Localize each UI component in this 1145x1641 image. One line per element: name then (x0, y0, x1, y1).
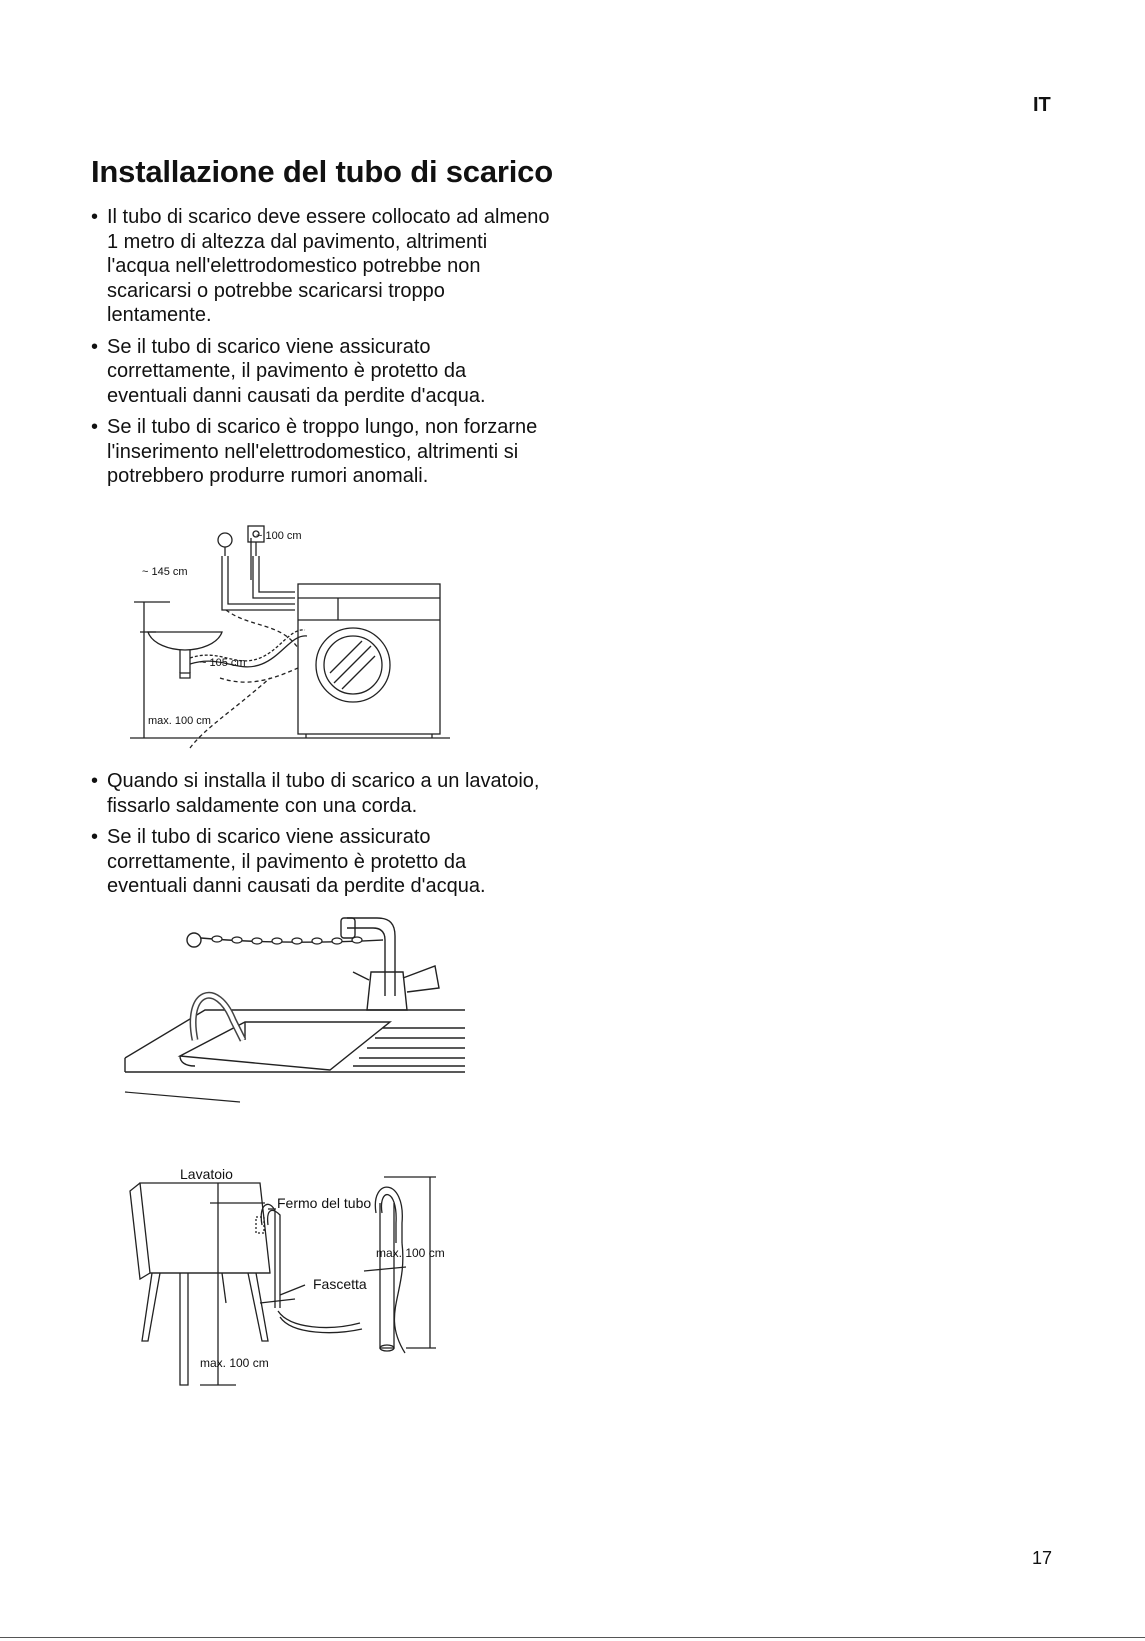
bullet-item: • Se il tubo di scarico viene assicurato correttamente, il pavimento è protetto da eventuali danni causati da perdite d'acqua. (91, 825, 551, 899)
label-145cm: ~ 145 cm (142, 566, 188, 578)
label-105cm: ~ 105 cm (200, 657, 246, 669)
bullet-item: • Quando si installa il tubo di scarico a un lavatoio, fissarlo saldamente con una corda. (91, 769, 551, 818)
page-number: 17 (1032, 1548, 1053, 1568)
label-max-100cm-right: max. 100 cm (376, 1246, 445, 1260)
page-title: Installazione del tubo di scarico (91, 154, 553, 189)
bullet-item: • Se il tubo di scarico è troppo lungo, non forzarne l'inserimento nell'elettrodomestico, altrimenti si potrebbero produrre rumori anomali. (91, 415, 551, 489)
label-max-100cm-left: max. 100 cm (200, 1356, 269, 1370)
bullet-item: • Se il tubo di scarico viene assicurato correttamente, il pavimento è protetto da eventuali danni causati da perdite d'acqua. (91, 335, 551, 409)
label-100cm: ~ 100 cm (256, 530, 302, 542)
sink-rope-illustration (125, 910, 465, 1110)
label-lavatoio: Lavatoio (180, 1166, 233, 1182)
drain-height-diagram (130, 518, 450, 748)
instructions-list-1 (91, 205, 551, 496)
instructions-list-2 (91, 769, 551, 906)
label-fermo-del-tubo: Fermo del tubo (277, 1195, 372, 1211)
laundry-tub-diagram (130, 1163, 460, 1393)
language-code: IT (1033, 94, 1051, 116)
bullet-item: • Il tubo di scarico deve essere collocato ad almeno 1 metro di altezza dal pavimento, altrimenti l'acqua nell'elettrodomestico potrebbe non scaricarsi o potrebbe scaricarsi troppo lentamente. (91, 205, 551, 328)
bottom-rule (0, 1637, 1145, 1638)
label-max-100cm: max. 100 cm (148, 715, 211, 727)
label-fascetta: Fascetta (313, 1276, 367, 1292)
